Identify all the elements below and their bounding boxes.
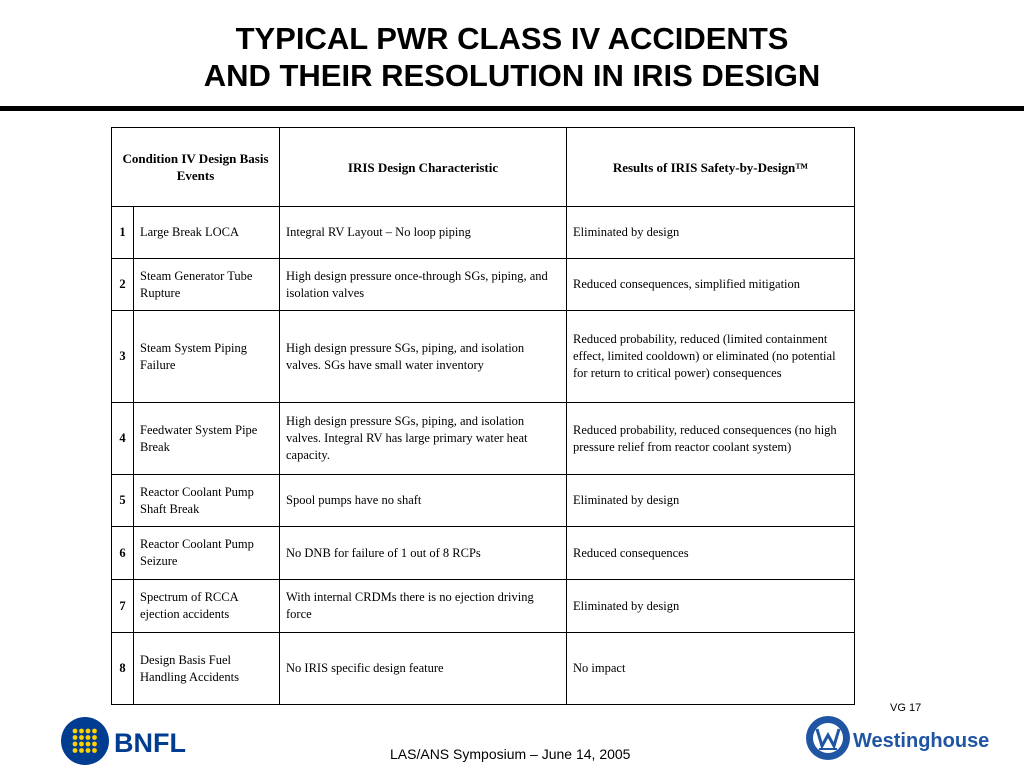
row-number: 5 — [112, 475, 134, 527]
slide-title-line-1: TYPICAL PWR CLASS IV ACCIDENTS — [235, 21, 789, 56]
row-characteristic: High design pressure SGs, piping, and isolation valves. Integral RV has large primary water heat capacity. — [280, 403, 567, 475]
table-row — [112, 207, 855, 259]
bnfl-logo-text: BNFL — [114, 728, 186, 758]
westinghouse-logo — [805, 713, 990, 770]
row-number: 3 — [112, 311, 134, 403]
row-number: 8 — [112, 633, 134, 705]
row-characteristic: High design pressure once-through SGs, piping, and isolation valves — [280, 259, 567, 311]
header-characteristic: IRIS Design Characteristic — [280, 128, 567, 207]
row-event: Spectrum of RCCA ejection accidents — [134, 580, 280, 633]
row-result: No impact — [567, 633, 855, 705]
table-row — [112, 475, 855, 527]
table-row — [112, 259, 855, 311]
row-result: Eliminated by design — [567, 580, 855, 633]
row-characteristic: With internal CRDMs there is no ejection driving force — [280, 580, 567, 633]
slide-number: VG 17 — [890, 702, 922, 714]
row-result: Reduced probability, reduced consequences (no high pressure relief from reactor coolant system) — [567, 403, 855, 475]
bnfl-logo — [60, 716, 190, 771]
row-characteristic: High design pressure SGs, piping, and isolation valves. SGs have small water inventory — [280, 311, 567, 403]
row-event: Design Basis Fuel Handling Accidents — [134, 633, 280, 705]
row-result: Eliminated by design — [567, 207, 855, 259]
slide-title-line-2: AND THEIR RESOLUTION IN IRIS DESIGN — [203, 58, 821, 93]
row-number: 7 — [112, 580, 134, 633]
accidents-table — [111, 127, 855, 705]
table-row — [112, 403, 855, 475]
row-event: Steam System Piping Failure — [134, 311, 280, 403]
row-event: Reactor Coolant Pump Shaft Break — [134, 475, 280, 527]
row-event: Large Break LOCA — [134, 207, 280, 259]
table-row — [112, 527, 855, 580]
row-event: Reactor Coolant Pump Seizure — [134, 527, 280, 580]
row-characteristic: No DNB for failure of 1 out of 8 RCPs — [280, 527, 567, 580]
title-divider — [0, 106, 1024, 111]
footer-event-text: LAS/ANS Symposium – June 14, 2005 — [390, 746, 631, 762]
row-number: 4 — [112, 403, 134, 475]
row-result: Eliminated by design — [567, 475, 855, 527]
row-number: 2 — [112, 259, 134, 311]
westinghouse-logo-text: Westinghouse — [853, 730, 990, 752]
row-event: Steam Generator Tube Rupture — [134, 259, 280, 311]
table-row — [112, 580, 855, 633]
table-header-row — [112, 128, 855, 207]
header-results: Results of IRIS Safety-by-Design™ — [567, 128, 855, 207]
row-result: Reduced consequences — [567, 527, 855, 580]
table-row — [112, 633, 855, 705]
slide-title — [0, 20, 1024, 94]
row-characteristic: Integral RV Layout – No loop piping — [280, 207, 567, 259]
table-row — [112, 311, 855, 403]
row-event: Feedwater System Pipe Break — [134, 403, 280, 475]
row-result: Reduced consequences, simplified mitigation — [567, 259, 855, 311]
header-events: Condition IV Design Basis Events — [112, 128, 280, 207]
row-characteristic: Spool pumps have no shaft — [280, 475, 567, 527]
row-result: Reduced probability, reduced (limited containment effect, limited cooldown) or eliminated (no potential for return to critical power) consequences — [567, 311, 855, 403]
row-number: 1 — [112, 207, 134, 259]
row-characteristic: No IRIS specific design feature — [280, 633, 567, 705]
row-number: 6 — [112, 527, 134, 580]
